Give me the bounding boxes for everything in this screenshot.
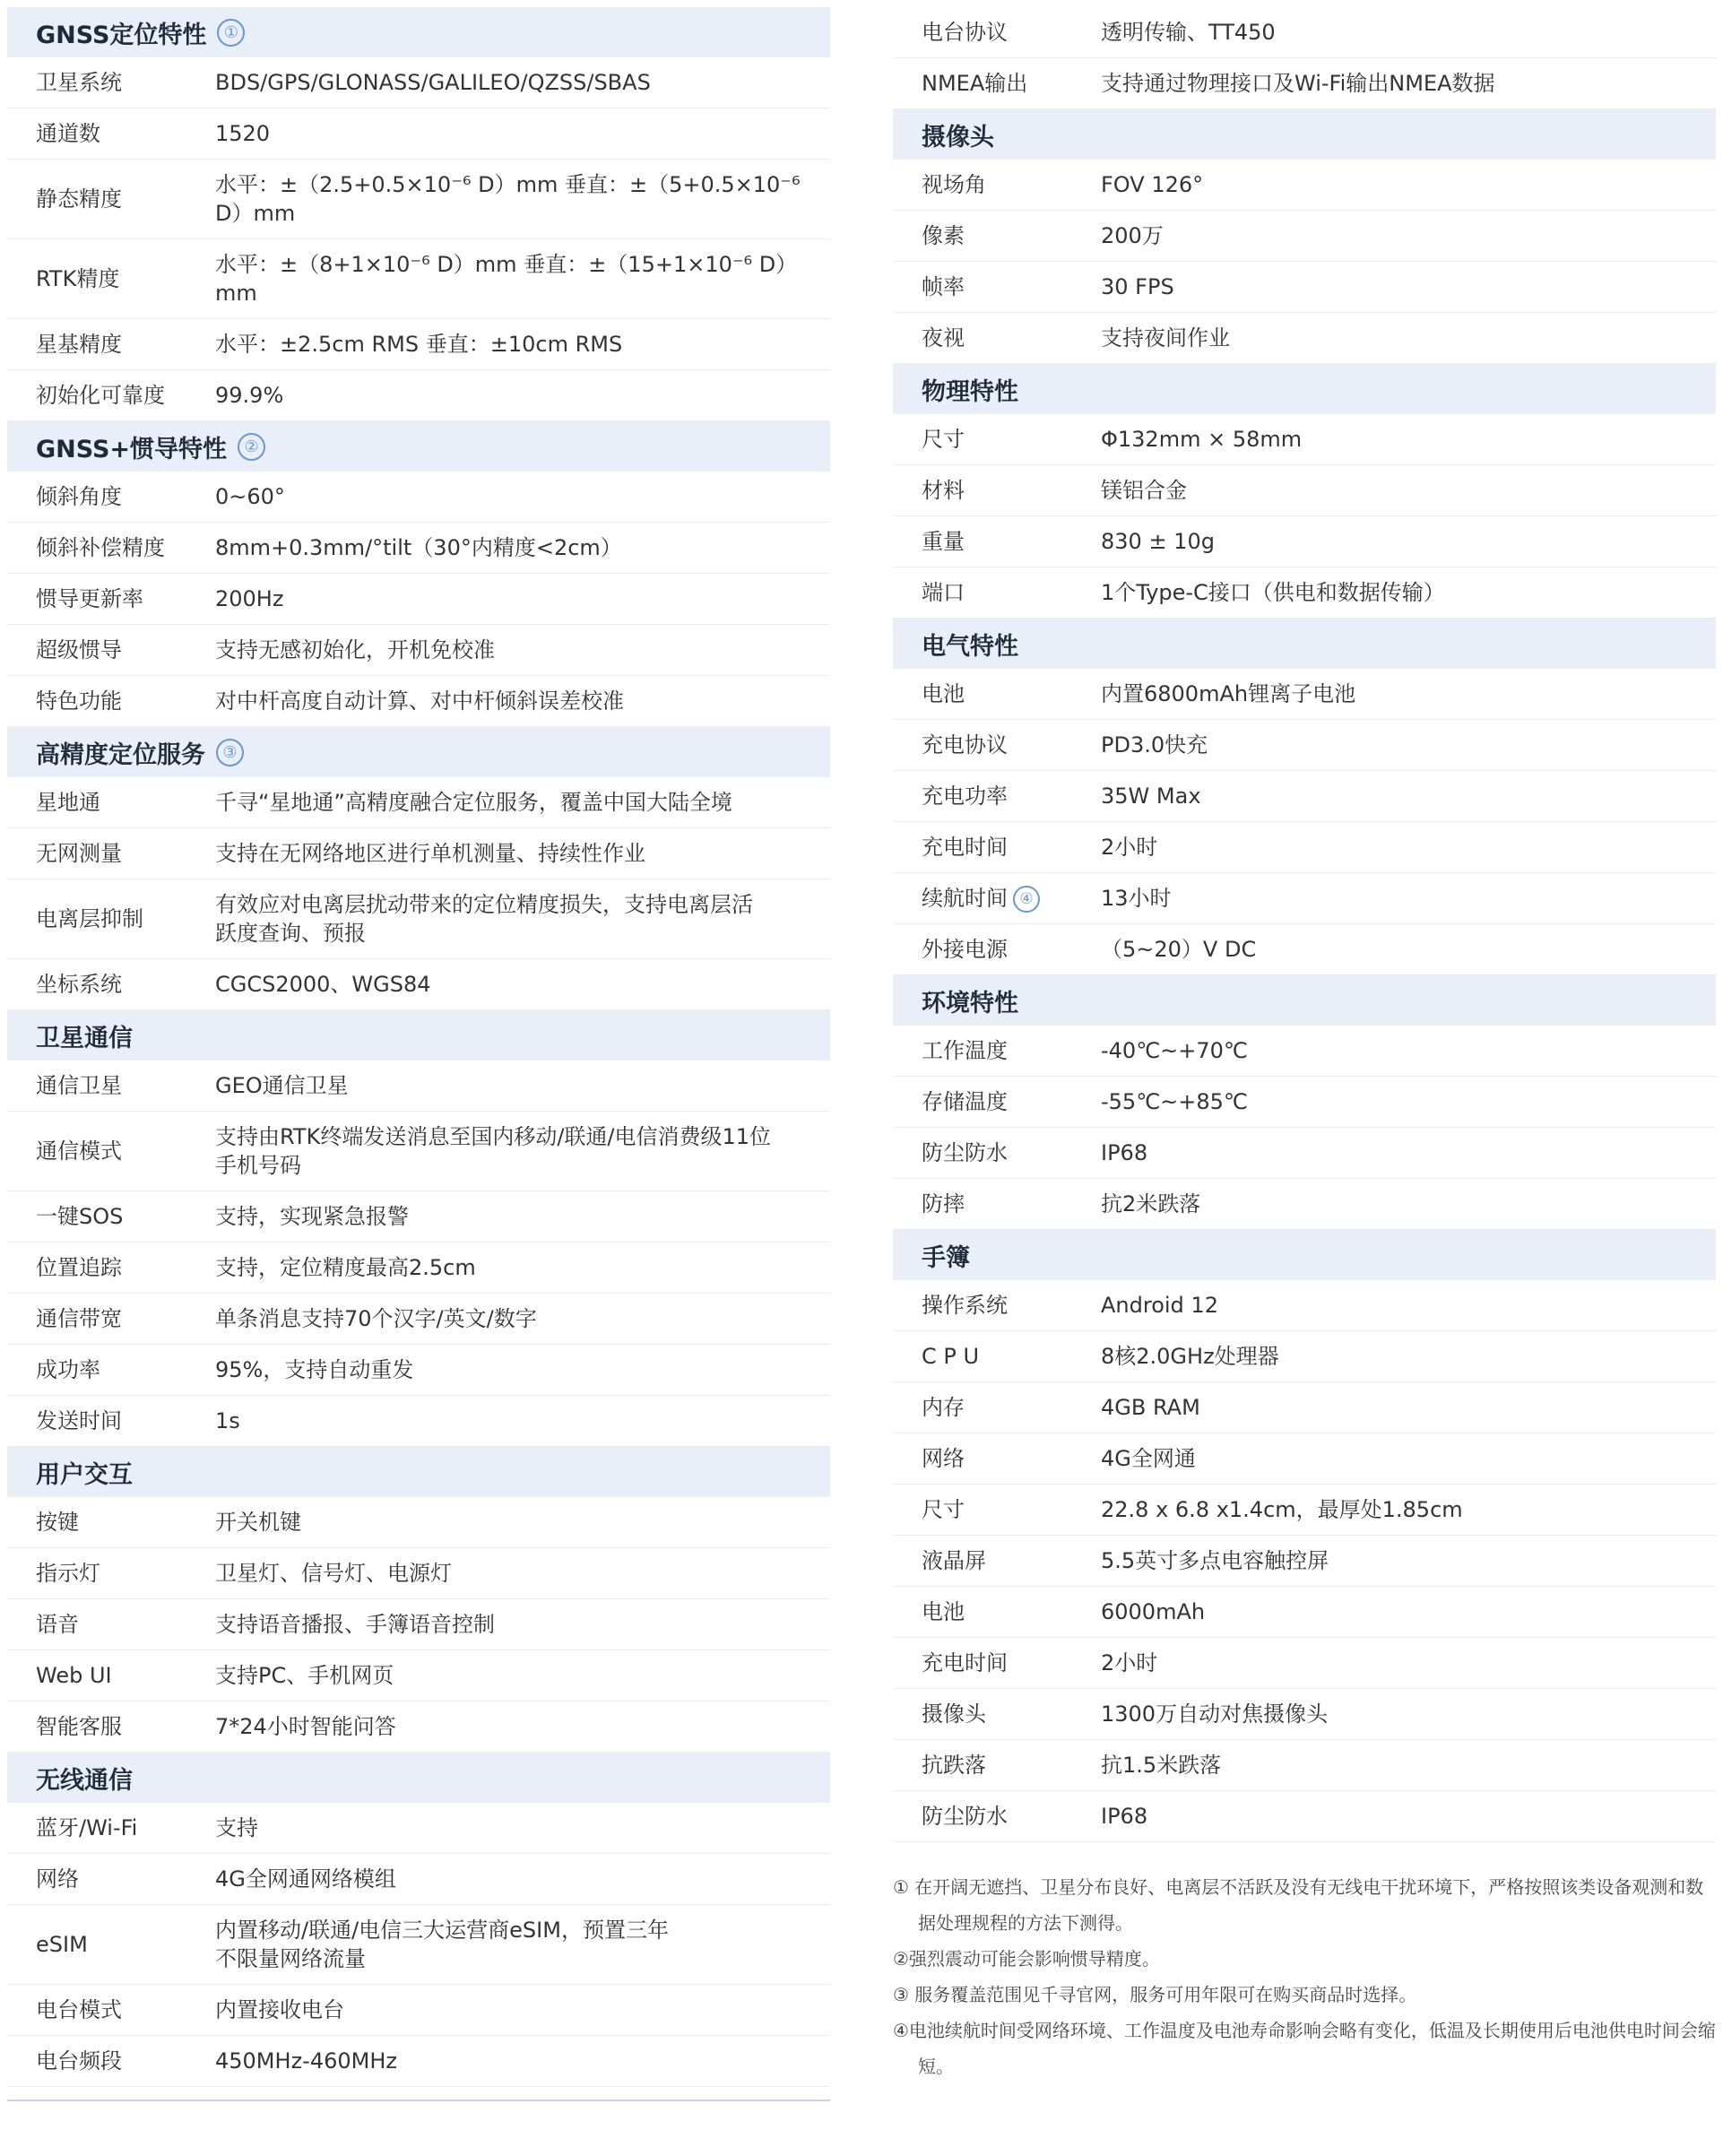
- spec-label-text: 倾斜补偿精度: [36, 535, 165, 560]
- section-title: GNSS定位特性: [36, 21, 207, 49]
- spec-label: [7, 1661, 215, 1690]
- spec-value: 支持无感初始化，开机免校准: [215, 637, 495, 662]
- spec-label: [7, 970, 215, 999]
- spec-value: Android 12: [1101, 1293, 1218, 1318]
- spec-value: 2小时: [1101, 1650, 1158, 1675]
- spec-row: [893, 1128, 1716, 1179]
- spec-label-text: 成功率: [36, 1357, 100, 1382]
- spec-row: [893, 771, 1716, 822]
- section-header: [7, 727, 830, 777]
- spec-label: [893, 1495, 1101, 1524]
- spec-row: [893, 160, 1716, 211]
- spec-label-text: 指示灯: [36, 1561, 100, 1586]
- spec-label: [893, 680, 1101, 708]
- spec-label-text: RTK精度: [36, 266, 120, 291]
- spec-label-text: 尺寸: [922, 427, 965, 452]
- spec-label-text: 一键SOS: [36, 1204, 124, 1229]
- spec-value: Φ132mm × 58mm: [1101, 427, 1303, 452]
- spec-label: [893, 1649, 1101, 1677]
- spec-label-text: 倾斜角度: [36, 484, 122, 509]
- section-title: 手簿: [922, 1243, 970, 1272]
- spec-label-text: eSIM: [36, 1932, 88, 1957]
- spec-row: [893, 1587, 1716, 1638]
- spec-label: [893, 1190, 1101, 1218]
- spec-label-text: 卫星系统: [36, 70, 122, 95]
- spec-label: [7, 1610, 215, 1639]
- spec-label-text: 充电协议: [922, 732, 1008, 758]
- spec-row: [893, 414, 1716, 465]
- spec-value: 200万: [1101, 223, 1164, 248]
- spec-row: [893, 1179, 1716, 1230]
- spec-label: [893, 1087, 1101, 1116]
- section-title: 卫星通信: [36, 1024, 133, 1052]
- spec-label: [893, 1598, 1101, 1626]
- section-title: 高精度定位服务: [36, 740, 205, 769]
- spec-label: [893, 425, 1101, 454]
- section-title: 摄像头: [922, 123, 994, 152]
- spec-value: -55℃~+85℃: [1101, 1089, 1248, 1114]
- spec-label: [7, 482, 215, 511]
- spec-label: [7, 119, 215, 148]
- spec-label: [893, 1342, 1101, 1371]
- spec-row: [7, 959, 830, 1010]
- divider: [7, 2100, 830, 2101]
- spec-label-text: 充电时间: [922, 1650, 1008, 1675]
- spec-label: [7, 1559, 215, 1588]
- spec-value: 7*24小时智能问答: [215, 1714, 396, 1739]
- footnote: ②强烈震动可能会影响惯导精度。: [893, 1948, 1160, 1970]
- spec-row: [7, 1548, 830, 1599]
- spec-label-text: 电离层抑制: [36, 906, 143, 931]
- spec-value: 镁铝合金: [1101, 478, 1187, 503]
- spec-label-text: 电池: [922, 1599, 965, 1624]
- spec-label-text: NMEA输出: [922, 71, 1028, 96]
- spec-value: （5~20）V DC: [1101, 937, 1257, 962]
- spec-value: 35W Max: [1101, 784, 1201, 809]
- spec-value: 支持在无网络地区进行单机测量、持续性作业: [215, 841, 645, 866]
- spec-value: 对中杆高度自动计算、对中杆倾斜误差校准: [215, 688, 624, 714]
- spec-label-text: 发送时间: [36, 1408, 122, 1433]
- spec-value: 6000mAh: [1101, 1599, 1206, 1624]
- spec-label-text: 无网测量: [36, 841, 122, 866]
- spec-label: [7, 1996, 215, 2024]
- spec-label-text: 电台频段: [36, 2048, 122, 2074]
- spec-row: [7, 1345, 830, 1396]
- spec-label-text: 通信卫星: [36, 1073, 122, 1098]
- spec-label: [7, 687, 215, 715]
- spec-value: 抗2米跌落: [1101, 1191, 1201, 1217]
- spec-row: [7, 472, 830, 523]
- spec-label: [7, 1137, 215, 1165]
- spec-label-text: 外接电源: [922, 937, 1008, 962]
- spec-value: 卫星灯、信号灯、电源灯: [215, 1561, 452, 1586]
- spec-label: [7, 905, 215, 933]
- spec-label: [893, 1700, 1101, 1728]
- spec-label-text: 工作温度: [922, 1038, 1008, 1063]
- spec-value: FOV 126°: [1101, 172, 1204, 197]
- spec-label: [893, 935, 1101, 964]
- spec-row: [7, 1497, 830, 1548]
- spec-label: [893, 273, 1101, 301]
- spec-label-text: 尺寸: [922, 1497, 965, 1522]
- spec-row: [7, 2036, 830, 2087]
- spec-label: [893, 18, 1101, 47]
- spec-row: [893, 924, 1716, 975]
- spec-value: 内置6800mAh锂离子电池: [1101, 681, 1356, 706]
- spec-label: [893, 1291, 1101, 1320]
- spec-row: [7, 1191, 830, 1243]
- section-header: [7, 7, 830, 57]
- spec-label: [7, 533, 215, 562]
- spec-row: [893, 720, 1716, 771]
- spec-row: [893, 1077, 1716, 1128]
- spec-value: 水平：±（2.5+0.5×10⁻⁶ D）mm 垂直：±（5+0.5×10⁻⁶ D）mm: [215, 172, 801, 226]
- section-title: 用户交互: [36, 1460, 133, 1489]
- spec-value: 支持，实现紧急报警: [215, 1204, 409, 1229]
- spec-label: [7, 788, 215, 817]
- section-header: [7, 1010, 830, 1061]
- spec-label: [893, 527, 1101, 556]
- spec-value: 99.9%: [215, 383, 284, 408]
- spec-value: GEO通信卫星: [215, 1073, 349, 1098]
- spec-label: [893, 1546, 1101, 1575]
- spec-value: 8核2.0GHz处理器: [1101, 1344, 1279, 1369]
- spec-label: [893, 1444, 1101, 1473]
- spec-value: 水平：±2.5cm RMS 垂直：±10cm RMS: [215, 332, 623, 357]
- spec-value: 13小时: [1101, 886, 1172, 911]
- spec-label: [7, 330, 215, 359]
- footnote-marker: ②: [238, 433, 265, 461]
- spec-label: [7, 1814, 215, 1842]
- spec-label-text: 内存: [922, 1395, 965, 1420]
- right-column: [893, 7, 1716, 2084]
- spec-value: PD3.0快充: [1101, 732, 1208, 758]
- section-header: [893, 975, 1716, 1026]
- section-header: [7, 421, 830, 472]
- spec-value: 支持夜间作业: [1101, 325, 1230, 351]
- spec-value: 支持由RTK终端发送消息至国内移动/联通/电信消费级11位 手机号码: [215, 1124, 772, 1178]
- spec-label-text: 超级惯导: [36, 637, 122, 662]
- spec-value: 2小时: [1101, 835, 1158, 860]
- spec-row: [7, 1803, 830, 1854]
- spec-row: [7, 319, 830, 370]
- spec-value: BDS/GPS/GLONASS/GALILEO/QZSS/SBAS: [215, 70, 651, 95]
- spec-row: [893, 58, 1716, 109]
- spec-label-text: 星地通: [36, 790, 100, 815]
- spec-row: [893, 516, 1716, 567]
- spec-label-text: 防尘防水: [922, 1140, 1008, 1165]
- spec-value: 95%，支持自动重发: [215, 1357, 414, 1382]
- spec-row: [893, 1638, 1716, 1689]
- spec-value: 1个Type-C接口（供电和数据传输）: [1101, 580, 1445, 605]
- spec-label-text: 充电时间: [922, 835, 1008, 860]
- spec-value: 22.8 x 6.8 x1.4cm，最厚处1.85cm: [1101, 1497, 1463, 1522]
- spec-label: [7, 1508, 215, 1537]
- spec-label-text: 智能客服: [36, 1714, 122, 1739]
- spec-row: [7, 239, 830, 319]
- spec-label: [7, 185, 215, 213]
- spec-row: [7, 160, 830, 239]
- spec-row: [7, 1905, 830, 1985]
- spec-label: [7, 1071, 215, 1100]
- section-header: [893, 1230, 1716, 1280]
- spec-row: [7, 1650, 830, 1701]
- footnote: ④电池续航时间受网络环境、工作温度及电池寿命影响会略有变化，低温及长期使用后电池供电时间会缩短。: [893, 2020, 1716, 2077]
- spec-label-text: 夜视: [922, 325, 965, 351]
- spec-row: [7, 1061, 830, 1112]
- spec-label-text: 电台模式: [36, 1997, 122, 2022]
- spec-value: 1s: [215, 1408, 240, 1433]
- spec-row: [7, 625, 830, 676]
- spec-label: [7, 1407, 215, 1435]
- spec-row: [7, 1396, 830, 1447]
- spec-row: [893, 1485, 1716, 1536]
- spec-row: [893, 1433, 1716, 1485]
- spec-label-text: 网络: [36, 1866, 79, 1892]
- spec-label: [893, 833, 1101, 862]
- spec-row: [7, 370, 830, 421]
- spec-row: [893, 465, 1716, 516]
- section-header: [893, 364, 1716, 414]
- spec-value: IP68: [1101, 1804, 1148, 1829]
- spec-label-text: 帧率: [922, 274, 965, 299]
- spec-label: [7, 381, 215, 410]
- spec-value: 支持: [215, 1815, 258, 1840]
- spec-value: 内置移动/联通/电信三大运营商eSIM，预置三年 不限量网络流量: [215, 1918, 669, 1971]
- spec-value: 5.5英寸多点电容触控屏: [1101, 1548, 1329, 1573]
- spec-row: [893, 1026, 1716, 1077]
- spec-row: [7, 1701, 830, 1753]
- spec-label: [7, 1865, 215, 1893]
- spec-value: 内置接收电台: [215, 1997, 344, 2022]
- section-title: GNSS+惯导特性: [36, 435, 228, 463]
- spec-label-text: 端口: [922, 580, 965, 605]
- section-header: [893, 109, 1716, 160]
- spec-value: 有效应对电离层扰动带来的定位精度损失，支持电离层活 跃度查询、预报: [215, 892, 753, 946]
- spec-label-text: 摄像头: [922, 1701, 986, 1727]
- footnote-marker: ①: [217, 19, 245, 47]
- spec-value: CGCS2000、WGS84: [215, 972, 431, 997]
- footnote-marker: ③: [216, 739, 244, 766]
- spec-row: [893, 567, 1716, 619]
- spec-value: 支持语音播报、手簿语音控制: [215, 1612, 495, 1637]
- spec-row: [7, 777, 830, 828]
- spec-label: [893, 324, 1101, 352]
- spec-label: [7, 636, 215, 664]
- spec-label-text: 按键: [36, 1510, 79, 1535]
- spec-row: [893, 822, 1716, 873]
- spec-value: 支持通过物理接口及Wi-Fi输出NMEA数据: [1101, 71, 1495, 96]
- spec-label-text: Web UI: [36, 1663, 112, 1688]
- spec-label-text: 初始化可靠度: [36, 383, 165, 408]
- spec-label: [893, 69, 1101, 98]
- spec-label: [893, 1139, 1101, 1167]
- spec-row: [893, 262, 1716, 313]
- spec-label-text: 重量: [922, 529, 965, 554]
- spec-value: -40℃~+70℃: [1101, 1038, 1248, 1063]
- spec-row: [893, 1740, 1716, 1791]
- spec-label-text: 通信带宽: [36, 1306, 122, 1331]
- spec-label: [7, 839, 215, 868]
- spec-value: 抗1.5米跌落: [1101, 1753, 1222, 1778]
- spec-value: 0~60°: [215, 484, 285, 509]
- spec-row: [893, 669, 1716, 720]
- spec-row: [7, 57, 830, 108]
- footnotes: [893, 1869, 1716, 2084]
- spec-label: [893, 1036, 1101, 1065]
- spec-label-text: 电台协议: [922, 20, 1008, 45]
- spec-label: [7, 1712, 215, 1741]
- spec-label: [7, 68, 215, 97]
- spec-row: [893, 211, 1716, 262]
- spec-row: [893, 1536, 1716, 1587]
- spec-row: [7, 676, 830, 727]
- spec-label-text: 星基精度: [36, 332, 122, 357]
- spec-label: [893, 884, 1101, 913]
- spec-value: 1520: [215, 121, 271, 146]
- section-title: 物理特性: [922, 377, 1018, 406]
- spec-value: 200Hz: [215, 586, 284, 611]
- spec-label: [893, 782, 1101, 810]
- spec-label-text: 充电功率: [922, 784, 1008, 809]
- spec-label-text: 网络: [922, 1446, 965, 1471]
- spec-label-text: 操作系统: [922, 1293, 1008, 1318]
- spec-label-text: 防摔: [922, 1191, 965, 1217]
- spec-row: [7, 1243, 830, 1294]
- section-title: 环境特性: [922, 989, 1018, 1017]
- spec-row: [7, 108, 830, 160]
- spec-value: 4G全网通网络模组: [215, 1866, 396, 1892]
- spec-label-text: 特色功能: [36, 688, 122, 714]
- spec-row: [7, 1294, 830, 1345]
- spec-label: [7, 2047, 215, 2075]
- spec-row: [7, 1854, 830, 1905]
- spec-value: IP68: [1101, 1140, 1148, 1165]
- section-title: 无线通信: [36, 1766, 133, 1795]
- section-header: [7, 1753, 830, 1803]
- section-header: [893, 619, 1716, 669]
- spec-label: [7, 1304, 215, 1333]
- spec-value: 4GB RAM: [1101, 1395, 1200, 1420]
- spec-value: 开关机键: [215, 1510, 301, 1535]
- spec-value: 水平：±（8+1×10⁻⁶ D）mm 垂直：±（15+1×10⁻⁶ D）mm: [215, 252, 798, 306]
- spec-label: [893, 731, 1101, 759]
- spec-label: [893, 221, 1101, 250]
- spec-label-text: 续航时间: [922, 886, 1008, 911]
- spec-label-text: 静态精度: [36, 186, 122, 212]
- spec-value: 支持PC、手机网页: [215, 1663, 394, 1688]
- spec-row: [893, 1791, 1716, 1842]
- spec-label-text: 材料: [922, 478, 965, 503]
- spec-label-text: 存储温度: [922, 1089, 1008, 1114]
- spec-label: [893, 476, 1101, 505]
- footnote-marker: ④: [1013, 886, 1040, 913]
- section-header: [7, 1447, 830, 1497]
- spec-label: [893, 1393, 1101, 1422]
- spec-label-text: 像素: [922, 223, 965, 248]
- spec-row: [7, 1599, 830, 1650]
- spec-row: [7, 879, 830, 959]
- spec-label-text: 通道数: [36, 121, 100, 146]
- spec-value: 830 ± 10g: [1101, 529, 1215, 554]
- spec-row: [893, 7, 1716, 58]
- spec-row: [893, 1331, 1716, 1382]
- spec-label: [7, 1930, 215, 1959]
- spec-label-text: 防尘防水: [922, 1804, 1008, 1829]
- spec-row: [7, 523, 830, 574]
- spec-value: 8mm+0.3mm/°tilt（30°内精度<2cm）: [215, 535, 622, 560]
- spec-label-text: 位置追踪: [36, 1255, 122, 1280]
- footnote: ③ 服务覆盖范围见千寻官网，服务可用年限可在购买商品时选择。: [893, 1984, 1417, 2005]
- section-title: 电气特性: [922, 632, 1018, 661]
- spec-label: [893, 170, 1101, 199]
- spec-row: [7, 1112, 830, 1191]
- spec-label-text: C P U: [922, 1344, 980, 1369]
- spec-label-text: 惯导更新率: [36, 586, 143, 611]
- spec-label-text: 语音: [36, 1612, 79, 1637]
- spec-value: 支持，定位精度最高2.5cm: [215, 1255, 476, 1280]
- spec-label: [7, 1253, 215, 1282]
- spec-value: 30 FPS: [1101, 274, 1174, 299]
- spec-row: [893, 1689, 1716, 1740]
- spec-label: [893, 1802, 1101, 1831]
- spec-label-text: 通信模式: [36, 1139, 122, 1164]
- spec-row: [7, 828, 830, 879]
- spec-label: [7, 264, 215, 293]
- spec-label: [893, 578, 1101, 607]
- spec-label-text: 视场角: [922, 172, 986, 197]
- spec-row: [893, 313, 1716, 364]
- spec-value: 千寻“星地通”高精度融合定位服务，覆盖中国大陆全境: [215, 790, 732, 815]
- spec-value: 450MHz-460MHz: [215, 2048, 397, 2074]
- spec-value: 1300万自动对焦摄像头: [1101, 1701, 1329, 1727]
- spec-label: [7, 1355, 215, 1384]
- spec-row: [7, 574, 830, 625]
- spec-value: 4G全网通: [1101, 1446, 1196, 1471]
- spec-label: [7, 584, 215, 613]
- spec-label-text: 液晶屏: [922, 1548, 986, 1573]
- spec-label-text: 电池: [922, 681, 965, 706]
- spec-row: [7, 1985, 830, 2036]
- spec-value: 透明传输、TT450: [1101, 20, 1276, 45]
- spec-value: 单条消息支持70个汉字/英文/数字: [215, 1306, 537, 1331]
- spec-row: [893, 873, 1716, 924]
- spec-label: [7, 1202, 215, 1231]
- spec-label: [893, 1751, 1101, 1779]
- left-column: [7, 7, 830, 2101]
- footnote: ① 在开阔无遮挡、卫星分布良好、电离层不活跃及没有无线电干扰环境下，严格按照该类设备观测和数据处理规程的方法下测得。: [893, 1876, 1704, 1934]
- spec-label-text: 蓝牙/Wi-Fi: [36, 1815, 138, 1840]
- spec-row: [893, 1280, 1716, 1331]
- spec-row: [893, 1382, 1716, 1433]
- spec-label-text: 抗跌落: [922, 1753, 986, 1778]
- spec-label-text: 坐标系统: [36, 972, 122, 997]
